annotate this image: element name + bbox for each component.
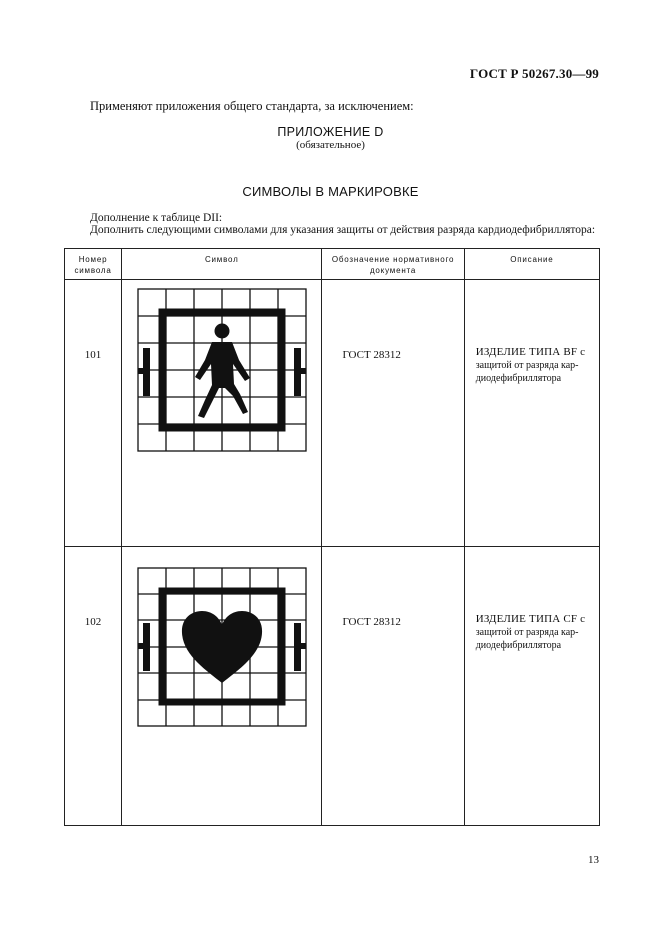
section-title: СИМВОЛЫ В МАРКИРОВКЕ [242, 184, 419, 199]
document-reference: ГОСТ 28312 [322, 547, 464, 826]
table-header-row [65, 249, 600, 280]
symbol-cell [122, 547, 322, 826]
heart-cf-defibrillation-proof-icon [137, 567, 307, 727]
symbols-table [64, 248, 600, 826]
table-row [65, 280, 600, 547]
description-line2: защитой от разряда кар- [475, 627, 579, 638]
symbol-cell [122, 280, 322, 547]
symbol-number: 102 [65, 547, 122, 826]
document-header: ГОСТ Р 50267.30—99 [469, 66, 599, 81]
annex-subtitle: (обязательное) [296, 139, 365, 151]
header-number-line1: Номер [78, 255, 108, 264]
annex-title: ПРИЛОЖЕНИЕ D [277, 125, 384, 139]
description-line3: диодефибриллятора [475, 373, 562, 384]
symbol-description [464, 280, 599, 547]
description-line2: защитой от разряда кар- [475, 360, 579, 371]
description-main: ИЗДЕЛИЕ ТИПА CF с [475, 613, 586, 625]
symbol-number: 101 [65, 280, 122, 547]
description-main: ИЗДЕЛИЕ ТИПА BF с [475, 346, 586, 358]
header-description: Описание [464, 249, 599, 280]
page-number: 13 [588, 854, 599, 866]
person-bf-defibrillation-proof-icon [137, 288, 307, 452]
header-doc-line2: документа [369, 266, 417, 275]
header-doc-line1: Обозначение нормативного [331, 255, 455, 264]
header-symbol: Символ [122, 249, 322, 280]
table-row [65, 547, 600, 826]
intro-text: Применяют приложения общего стандарта, за исключением: [90, 99, 414, 113]
document-reference: ГОСТ 28312 [322, 280, 464, 547]
header-number [65, 249, 122, 280]
header-number-line2: символа [74, 266, 112, 275]
addition-line-2: Дополнить следующими символами для указания защиты от действия разряда кардиодефибриллятора: [90, 224, 596, 236]
description-line3: диодефибриллятора [475, 640, 562, 651]
addition-line-1: Дополнение к таблице DII: [90, 212, 223, 224]
symbol-description [464, 547, 599, 826]
header-document [322, 249, 464, 280]
